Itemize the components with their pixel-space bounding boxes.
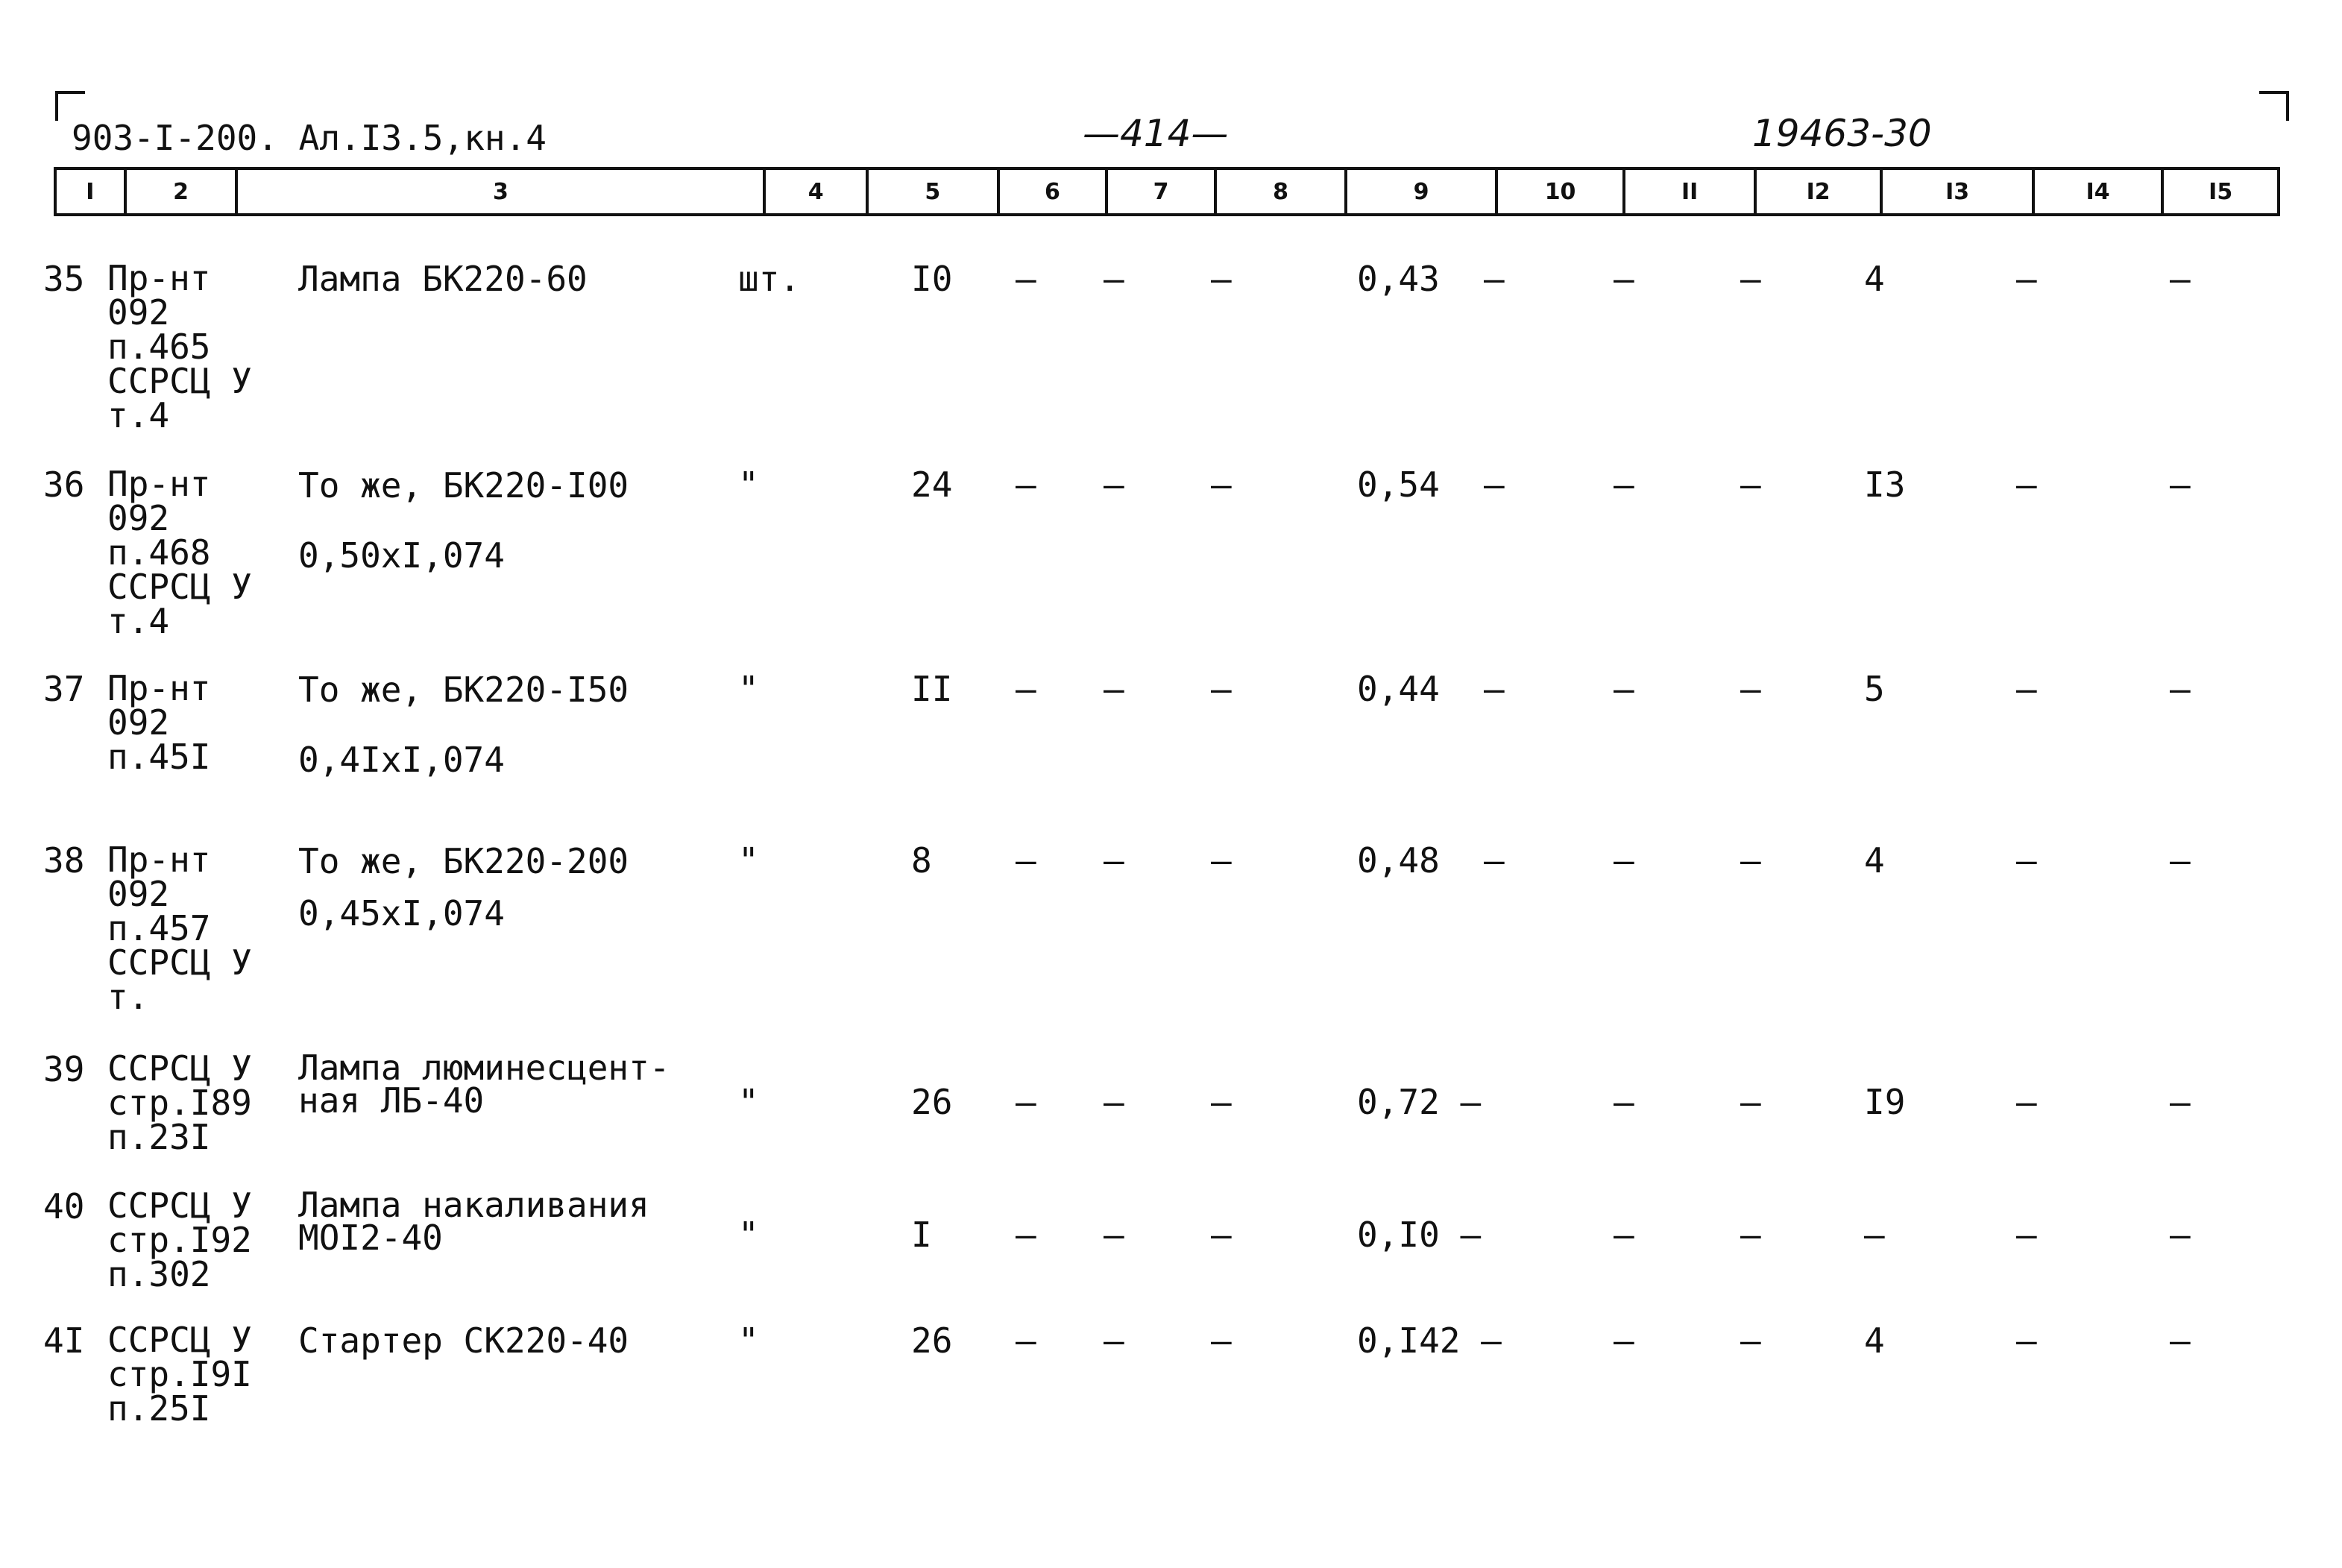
row-col6: –: [1016, 1215, 1036, 1255]
archive-number: 19463-30: [1752, 112, 1932, 155]
row-item-name: Лампа люминесцент- ная ЛБ-40: [298, 1048, 670, 1121]
row-col8: –: [1211, 259, 1232, 299]
row-col8: –: [1211, 1082, 1232, 1122]
row-col15: –: [2170, 840, 2191, 881]
row-col8: –: [1211, 465, 1232, 505]
row-col11: –: [1614, 1320, 1634, 1361]
column-number: 9: [1344, 170, 1494, 213]
row-col13: –: [1864, 1215, 1885, 1255]
row-col9: 0,44: [1357, 669, 1440, 709]
row-col14: –: [2016, 840, 2037, 881]
row-col14: –: [2016, 1215, 2037, 1255]
row-unit: ": [738, 465, 759, 505]
row-reference: ССРСЦ У стр.I89 п.23I: [107, 1048, 252, 1157]
row-col13: 4: [1864, 840, 1885, 881]
column-number: I3: [1880, 170, 2031, 213]
row-unit: ": [738, 1082, 759, 1122]
row-col11: –: [1614, 1215, 1634, 1255]
row-item-name: То же, БК220-200 0,45хI,074: [298, 841, 629, 933]
row-col5: 26: [911, 1082, 953, 1122]
row-col15: –: [2170, 259, 2191, 299]
row-col14: –: [2016, 1082, 2037, 1122]
row-number: 4I: [43, 1320, 85, 1361]
row-col9: 0,I42 –: [1357, 1320, 1502, 1361]
column-number: II: [1622, 170, 1754, 213]
column-number: I2: [1754, 170, 1880, 213]
row-col12: –: [1740, 1320, 1761, 1361]
column-number: I5: [2161, 170, 2277, 213]
row-col12: –: [1740, 1215, 1761, 1255]
row-col6: –: [1016, 259, 1036, 299]
document-code: 903-I-200. Ал.I3.5,кн.4: [72, 118, 547, 158]
column-number: I4: [2032, 170, 2162, 213]
corner-mark-top-right: [2259, 91, 2289, 121]
row-reference: ССРСЦ У стр.I92 п.302: [107, 1186, 252, 1294]
row-col8: –: [1211, 669, 1232, 709]
row-reference: Пр-нт 092 п.465 ССРСЦ У т.4: [107, 258, 252, 435]
row-reference: Пр-нт 092 п.45I: [107, 668, 211, 777]
row-item-name: Лампа БК220-60: [298, 259, 588, 299]
row-col13: I3: [1864, 465, 1906, 505]
row-col11: –: [1614, 465, 1634, 505]
row-number: 35: [43, 259, 85, 299]
row-col15: –: [2170, 465, 2191, 505]
row-col10: –: [1484, 465, 1505, 505]
row-col9: 0,48: [1357, 840, 1440, 881]
row-col12: –: [1740, 669, 1761, 709]
row-col5: I0: [911, 259, 953, 299]
row-col7: –: [1104, 1215, 1124, 1255]
row-unit: ": [738, 1215, 759, 1255]
row-col11: –: [1614, 259, 1634, 299]
row-col12: –: [1740, 1082, 1761, 1122]
row-col7: –: [1104, 669, 1124, 709]
corner-mark-top-left: [55, 91, 85, 121]
row-col10: –: [1484, 840, 1505, 881]
row-col13: 4: [1864, 259, 1885, 299]
row-col15: –: [2170, 1215, 2191, 1255]
row-reference: Пр-нт 092 п.468 ССРСЦ У т.4: [107, 464, 252, 641]
column-number: 5: [866, 170, 997, 213]
column-number: 7: [1105, 170, 1214, 213]
row-col7: –: [1104, 259, 1124, 299]
page-number: —414—: [1083, 112, 1229, 155]
row-col5: 24: [911, 465, 953, 505]
row-item-name: То же, БК220-I50 0,4IхI,074: [298, 670, 629, 780]
column-number: 4: [763, 170, 866, 213]
row-col7: –: [1104, 1320, 1124, 1361]
row-col6: –: [1016, 1082, 1036, 1122]
row-col11: –: [1614, 1082, 1634, 1122]
row-unit: ": [738, 669, 759, 709]
column-number: 2: [124, 170, 236, 213]
row-col11: –: [1614, 669, 1634, 709]
row-col6: –: [1016, 465, 1036, 505]
row-unit: шт.: [738, 259, 801, 299]
row-col9: 0,54: [1357, 465, 1440, 505]
row-col12: –: [1740, 259, 1761, 299]
row-reference: Пр-нт 092 п.457 ССРСЦ У т.: [107, 840, 252, 1017]
row-number: 36: [43, 465, 85, 505]
row-col5: II: [911, 669, 953, 709]
row-col5: 26: [911, 1320, 953, 1361]
row-col13: I9: [1864, 1082, 1906, 1122]
row-col14: –: [2016, 259, 2037, 299]
row-col10: –: [1484, 259, 1505, 299]
row-col15: –: [2170, 1082, 2191, 1122]
row-col14: –: [2016, 465, 2037, 505]
row-number: 37: [43, 669, 85, 709]
row-col7: –: [1104, 465, 1124, 505]
row-col13: 5: [1864, 669, 1885, 709]
row-item-name: Стартер СК220-40: [298, 1320, 629, 1361]
row-unit: ": [738, 840, 759, 881]
row-col5: 8: [911, 840, 932, 881]
row-col6: –: [1016, 840, 1036, 881]
row-col8: –: [1211, 840, 1232, 881]
row-col14: –: [2016, 1320, 2037, 1361]
row-number: 38: [43, 840, 85, 881]
row-col9: 0,72 –: [1357, 1082, 1482, 1122]
column-number: I: [86, 178, 95, 205]
row-col14: –: [2016, 669, 2037, 709]
row-unit: ": [738, 1320, 759, 1361]
row-col6: –: [1016, 669, 1036, 709]
row-col12: –: [1740, 465, 1761, 505]
column-number: 6: [997, 170, 1106, 213]
column-number: 10: [1495, 170, 1623, 213]
row-col15: –: [2170, 669, 2191, 709]
row-col9: 0,43: [1357, 259, 1440, 299]
row-col10: –: [1484, 669, 1505, 709]
row-col7: –: [1104, 840, 1124, 881]
row-col13: 4: [1864, 1320, 1885, 1361]
column-number: 8: [1214, 170, 1345, 213]
row-col11: –: [1614, 840, 1634, 881]
row-col15: –: [2170, 1320, 2191, 1361]
row-col9: 0,I0 –: [1357, 1215, 1482, 1255]
row-col6: –: [1016, 1320, 1036, 1361]
row-number: 40: [43, 1186, 85, 1227]
row-col12: –: [1740, 840, 1761, 881]
row-item-name: Лампа накаливания МОI2-40: [298, 1185, 649, 1258]
row-col8: –: [1211, 1320, 1232, 1361]
row-col8: –: [1211, 1215, 1232, 1255]
column-number: 3: [235, 170, 763, 213]
row-col5: I: [911, 1215, 932, 1255]
row-col7: –: [1104, 1082, 1124, 1122]
column-number-header: [54, 167, 2280, 216]
row-reference: ССРСЦ У стр.I9I п.25I: [107, 1320, 252, 1429]
row-number: 39: [43, 1049, 85, 1089]
row-item-name: То же, БК220-I00 0,50хI,074: [298, 465, 629, 576]
